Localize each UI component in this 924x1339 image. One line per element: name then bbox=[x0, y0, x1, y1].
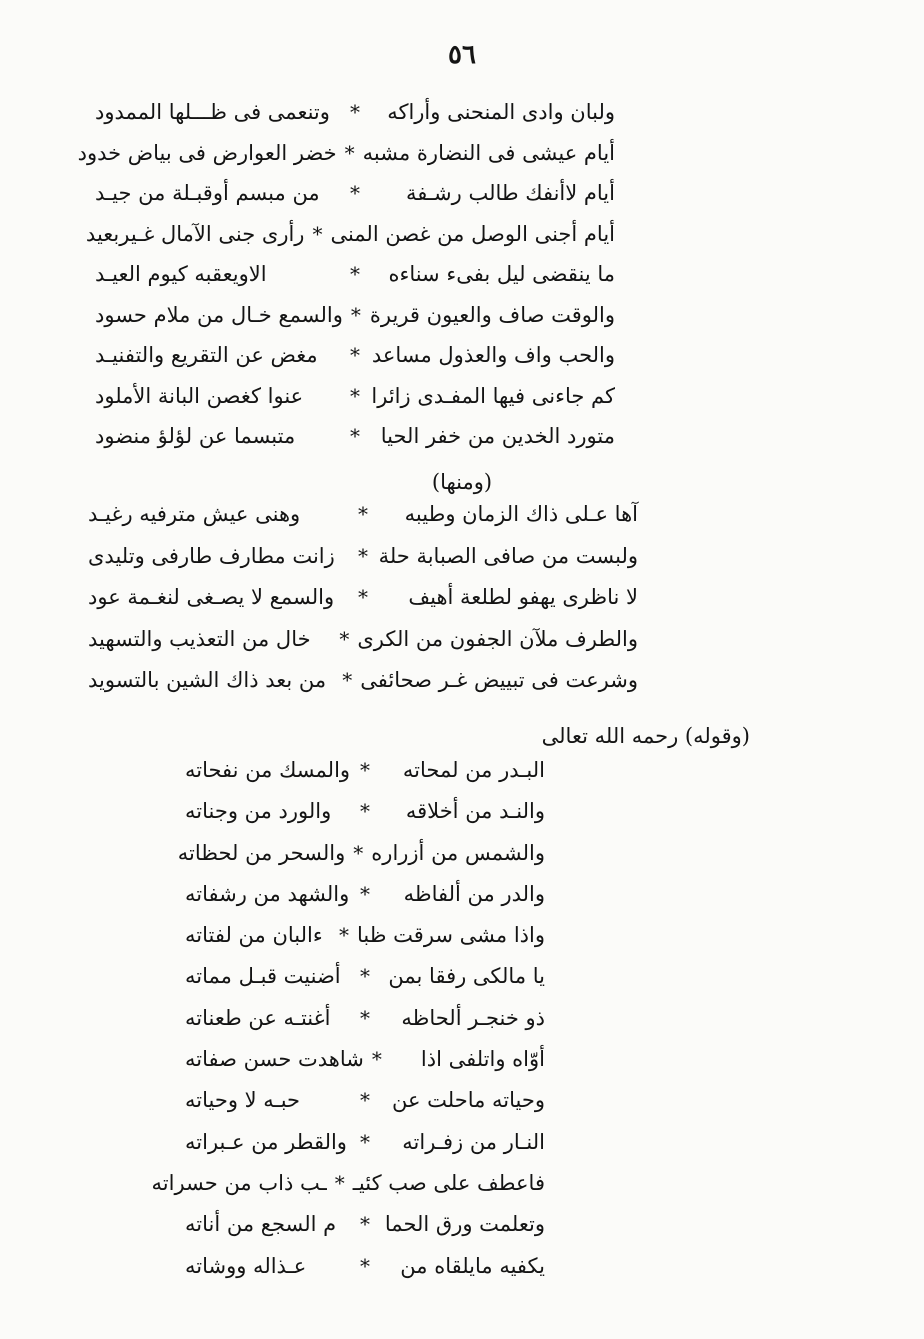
second-hemistich: حبـه لا وحياته bbox=[185, 1088, 301, 1113]
verse-separator: * bbox=[358, 543, 368, 568]
verse-line bbox=[95, 100, 615, 141]
verse-line bbox=[185, 1130, 545, 1171]
second-hemistich: والسحر من لحظاته bbox=[177, 840, 346, 865]
first-hemistich: يكفيه مايلقاه من bbox=[400, 1253, 545, 1278]
second-hemistich: م السجع من أناته bbox=[185, 1212, 337, 1237]
second-hemistich: من بعد ذاك الشين بالتسويد bbox=[88, 668, 327, 692]
verse-line bbox=[88, 627, 638, 669]
first-hemistich: والشمس من أزراره bbox=[371, 840, 545, 865]
second-hemistich: من مبسم أوقبـلة من جيـد bbox=[95, 181, 320, 205]
verse-line bbox=[151, 1170, 545, 1212]
second-hemistich: خضر العوارض فى بياض خدود bbox=[77, 140, 337, 165]
verse-line bbox=[95, 343, 615, 384]
verse-line bbox=[185, 882, 545, 923]
first-hemistich: ذو خنجـر ألحاظه bbox=[401, 1005, 545, 1030]
second-hemistich: الاويعقبه كيوم العيـد bbox=[95, 262, 267, 286]
verse-separator: * bbox=[339, 923, 350, 948]
verse-separator: * bbox=[360, 1253, 370, 1278]
first-hemistich: وتعلمت ورق الحما bbox=[384, 1212, 545, 1237]
first-hemistich: وشرعت فى تبييض غـر صحائفى bbox=[360, 668, 638, 692]
second-hemistich: رأرى جنى الآمال غـيربعيد bbox=[85, 221, 305, 246]
second-hemistich: أغنتـه عن طعناته bbox=[185, 1005, 331, 1030]
verse-line bbox=[185, 758, 545, 799]
first-hemistich: والدر من ألفاظه bbox=[403, 881, 545, 906]
verse-line bbox=[95, 384, 615, 425]
first-hemistich: والحب واف والعذول مساعد bbox=[371, 343, 615, 367]
verse-separator: * bbox=[360, 881, 370, 906]
verse-line bbox=[77, 140, 615, 182]
verse-separator: * bbox=[334, 1170, 345, 1195]
first-hemistich: والوقت صاف والعيون قريرة bbox=[369, 302, 615, 327]
verse-line bbox=[185, 923, 545, 964]
verse-line bbox=[88, 544, 638, 586]
verse-line bbox=[88, 585, 638, 627]
verse-separator: * bbox=[350, 262, 360, 286]
verse-line bbox=[185, 799, 545, 840]
first-hemistich: النـار من زفـراته bbox=[402, 1129, 545, 1154]
second-hemistich: شاهدت حسن صفاته bbox=[185, 1047, 364, 1072]
verse-separator: * bbox=[371, 1047, 382, 1072]
first-hemistich: أيام أجنى الوصل من غصن المنى bbox=[330, 221, 615, 246]
first-hemistich: فاعطف على صب كئيـ bbox=[352, 1170, 545, 1195]
verse-line bbox=[95, 303, 615, 344]
first-hemistich: واذا مشى سرقت ظبا bbox=[357, 923, 545, 948]
first-hemistich: والنـد من أخلاقه bbox=[405, 799, 545, 824]
verse-separator: * bbox=[360, 799, 370, 824]
second-hemistich: وتنعمى فى ظـــلها الممدود bbox=[95, 100, 330, 124]
verse-separator: * bbox=[360, 1129, 370, 1154]
verse-separator: * bbox=[358, 502, 368, 526]
section-heading-minha: (ومنها) bbox=[431, 470, 493, 494]
verse-line bbox=[95, 181, 615, 222]
verse-separator: * bbox=[350, 100, 360, 124]
second-hemistich: مغض عن التقريع والتفنيـد bbox=[95, 343, 318, 367]
verse-separator: * bbox=[344, 140, 355, 165]
first-hemistich: آها عـلى ذاك الزمان وطيبه bbox=[404, 502, 638, 526]
verse-separator: * bbox=[350, 383, 360, 408]
verse-separator: * bbox=[360, 1088, 370, 1113]
verse-line bbox=[185, 1006, 545, 1047]
second-hemistich: خال من التعذيب والتسهيد bbox=[88, 626, 311, 651]
first-hemistich: ما ينقضى ليل بفىء سناءه bbox=[388, 262, 615, 286]
verse-separator: * bbox=[350, 424, 360, 448]
verse-separator: * bbox=[350, 181, 360, 205]
verse-line bbox=[185, 1254, 545, 1295]
second-hemistich: ءالبان من لفتاته bbox=[185, 923, 323, 948]
verse-separator: * bbox=[350, 302, 361, 327]
first-hemistich: ولبان وادى المنحنى وأراكه bbox=[387, 100, 615, 124]
verse-separator: * bbox=[312, 221, 323, 246]
first-hemistich: متورد الخدين من خفر الحيا bbox=[380, 424, 615, 448]
verse-line bbox=[185, 1088, 545, 1129]
verse-line bbox=[95, 424, 615, 465]
first-hemistich: أيام عيشى فى النضارة مشبه bbox=[362, 140, 615, 165]
first-hemistich: وحياته ماحلت عن bbox=[391, 1088, 545, 1113]
second-hemistich: والشهد من رشفاته bbox=[185, 881, 350, 906]
verse-separator: * bbox=[358, 585, 368, 609]
poem-section-2 bbox=[88, 502, 638, 710]
second-hemistich: وهنى عيش مترفيه رغيـد bbox=[88, 502, 301, 526]
verse-separator: * bbox=[360, 758, 370, 782]
verse-separator: * bbox=[350, 343, 360, 367]
verse-separator: * bbox=[339, 626, 350, 651]
first-hemistich: والطرف ملآن الجفون من الكرى bbox=[357, 626, 638, 651]
second-hemistich: زانت مطارف طارفى وتليدى bbox=[88, 543, 335, 568]
verse-separator: * bbox=[353, 840, 364, 865]
second-hemistich: عنوا كغصن البانة الأملود bbox=[95, 383, 304, 408]
verse-line bbox=[85, 221, 615, 263]
second-hemistich: ـب ذاب من حسراته bbox=[151, 1170, 327, 1195]
second-hemistich: والقطر من عـبراته bbox=[185, 1129, 347, 1154]
verse-separator: * bbox=[360, 1005, 370, 1030]
first-hemistich: البـدر من لمحاته bbox=[402, 758, 545, 782]
section-heading-poem: (وقوله) رحمه الله تعالى bbox=[541, 724, 750, 748]
verse-line bbox=[95, 262, 615, 303]
second-hemistich: والسمع خـال من ملام حسود bbox=[95, 302, 343, 327]
verse-line bbox=[177, 840, 545, 882]
first-hemistich: لا ناظرى يهفو لطلعة أهيف bbox=[408, 585, 638, 609]
second-hemistich: عـذاله ووشاته bbox=[185, 1253, 307, 1278]
verse-line bbox=[88, 502, 638, 544]
verse-separator: * bbox=[360, 1212, 370, 1237]
first-hemistich: أوّاه واتلفى اذا bbox=[420, 1047, 545, 1072]
second-hemistich: متبسما عن لؤلؤ منضود bbox=[95, 424, 296, 448]
first-hemistich: أيام لاأنفك طالب رشـفة bbox=[406, 181, 615, 205]
verse-separator: * bbox=[342, 668, 353, 692]
first-hemistich: كم جاءنى فيها المفـدى زائرا bbox=[371, 383, 615, 408]
second-hemistich: والمسك من نفحاته bbox=[185, 758, 351, 782]
verse-line bbox=[185, 1047, 545, 1088]
verse-line bbox=[185, 1212, 545, 1253]
second-hemistich: أضنيت قبـل مماته bbox=[185, 964, 341, 989]
first-hemistich: يا مالكى رفقا بمن bbox=[388, 964, 545, 989]
second-hemistich: والورد من وجناته bbox=[185, 799, 332, 824]
poem-section-3 bbox=[151, 758, 545, 1295]
poem-section-1 bbox=[77, 100, 615, 465]
first-hemistich: ولبست من صافى الصبابة حلة bbox=[378, 543, 638, 568]
page-number: ٥٦ bbox=[448, 40, 476, 70]
verse-separator: * bbox=[360, 964, 370, 989]
verse-line bbox=[185, 964, 545, 1005]
verse-line bbox=[88, 668, 638, 710]
second-hemistich: والسمع لا يصـغى لنغـمة عود bbox=[88, 585, 335, 609]
